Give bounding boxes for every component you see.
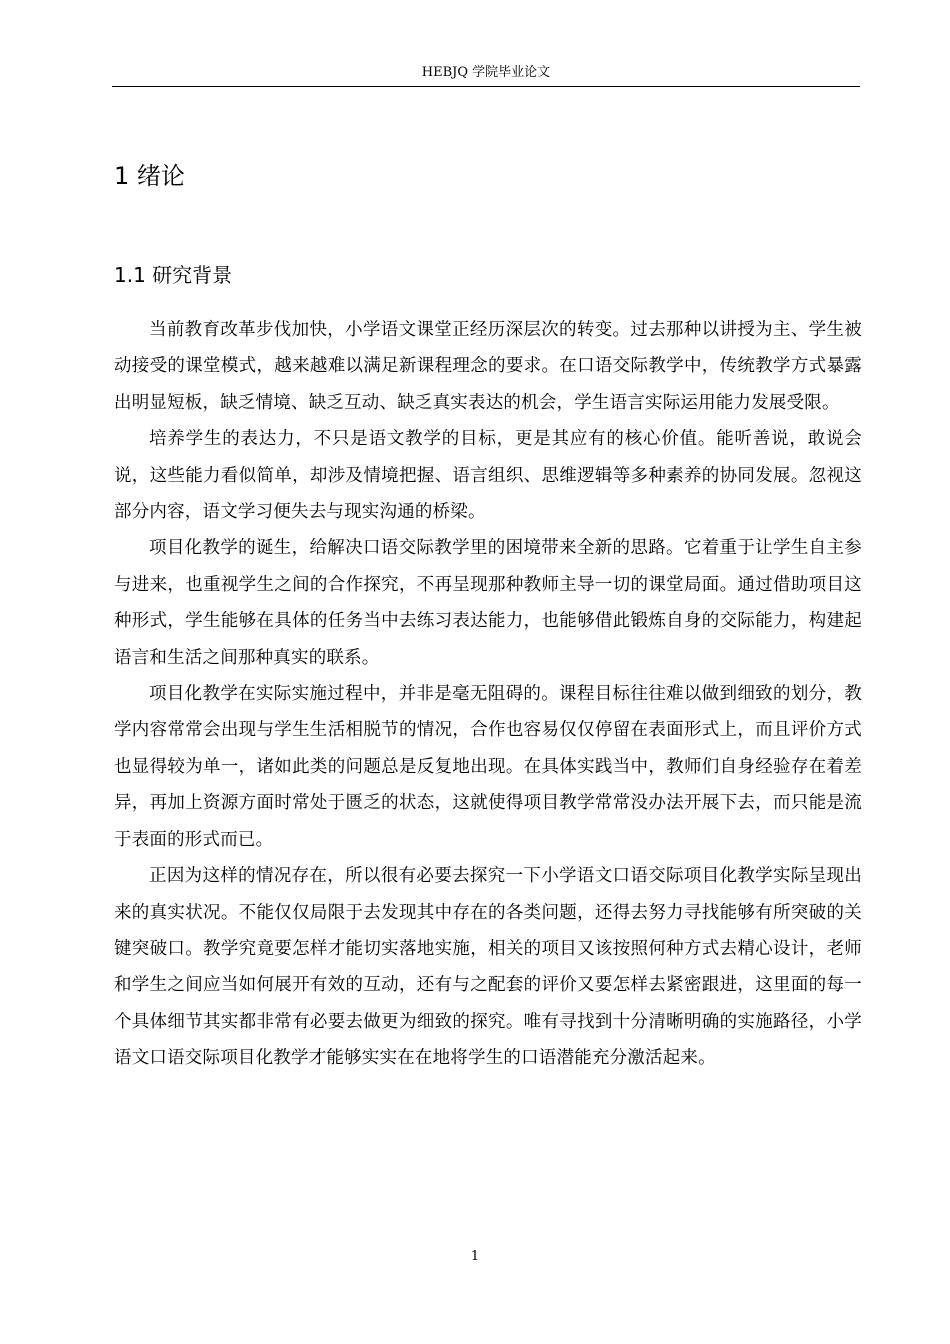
chapter-title: 1 绪论 [114, 162, 185, 190]
paragraph-5: 正因为这样的情况存在，所以很有必要去探究一下小学语文口语交际项目化教学实际呈现出来的真实状况。不能仅仅局限于去发现其中存在的各类问题，还得去努力寻找能够有所突破的关键突破口。教学究竟要怎样才能切实落地实施，相关的项目又该按照何种方式去精心设计，老师和学生之间应当如何展开有效的互动，还有与之配套的评价又要怎样去紧密跟进，这里面的每一个具体细节其实都非常有必要去做更为细致的探究。唯有寻找到十分清晰明确的实施路径，小学语文口语交际项目化教学才能够实实在在地将学生的口语潜能充分激活起来。 [114, 866, 862, 1069]
header-rule [112, 86, 860, 87]
running-header: HEBJQ 学院毕业论文 [421, 65, 551, 80]
paragraph-1: 当前教育改革步伐加快，小学语文课堂正经历深层次的转变。过去那种以讲授为主、学生被动接受的课堂模式，越来越难以满足新课程理念的要求。在口语交际教学中，传统教学方式暴露出明显短板，缺乏情境、缺乏互动、缺乏真实表达的机会，学生语言实际运用能力发展受限。 [114, 320, 862, 413]
page-number: 1 [470, 1249, 480, 1264]
paragraph-2: 培养学生的表达力，不只是语文教学的目标，更是其应有的核心价值。能听善说，敢说会说，这些能力看似简单，却涉及情境把握、语言组织、思维逻辑等多种素养的协同发展。忽视这部分内容，语文学习便失去与现实沟通的桥梁。 [114, 429, 862, 523]
paragraph-3: 项目化教学的诞生，给解决口语交际教学里的困境带来全新的思路。它着重于让学生自主参与进来，也重视学生之间的合作探究，不再呈现那种教师主导一切的课堂局面。通过借助项目这种形式，学生能够在具体的任务当中去练习表达能力，也能够借此锻炼自身的交际能力，构建起语言和生活之间那种真实的联系。 [114, 538, 862, 668]
section-title: 1.1 研究背景 [114, 263, 233, 287]
body-text [114, 312, 862, 1077]
paragraph-4: 项目化教学在实际实施过程中，并非是毫无阻碍的。课程目标往往难以做到细致的划分，教学内容常常会出现与学生生活相脱节的情况，合作也容易仅仅停留在表面形式上，而且评价方式也显得较为单一，诸如此类的问题总是反复地出现。在具体实践当中，教师们自身经验存在着差异，再加上资源方面时常处于匮乏的状态，这就使得项目教学常常没办法开展下去，而只能是流于表面的形式而已。 [114, 684, 862, 850]
